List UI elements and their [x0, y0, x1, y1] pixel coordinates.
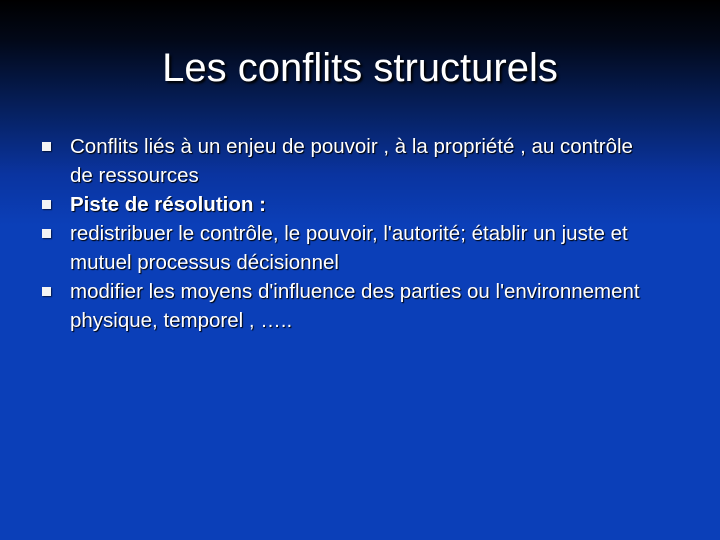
square-bullet-icon — [42, 142, 51, 151]
square-bullet-icon — [42, 200, 51, 209]
bullet-text: redistribuer le contrôle, le pouvoir, l'autorité; établir un juste et mutuel processus décisionnel — [70, 222, 628, 274]
bullet-item — [0, 277, 720, 335]
bullet-text: Piste de résolution : — [70, 193, 266, 216]
square-bullet-icon — [42, 229, 51, 238]
bullet-item — [0, 132, 720, 190]
bullet-item — [0, 219, 720, 277]
bullet-text: Conflits liés à un enjeu de pouvoir , à la propriété , au contrôle de ressources — [70, 135, 633, 187]
square-bullet-icon — [42, 287, 51, 296]
bullet-text: modifier les moyens d'influence des parties ou l'environnement physique, temporel , ….. — [70, 280, 640, 332]
bullet-item — [0, 190, 720, 219]
bullet-list — [0, 132, 720, 335]
slide-title: Les conflits structurels — [162, 46, 558, 90]
